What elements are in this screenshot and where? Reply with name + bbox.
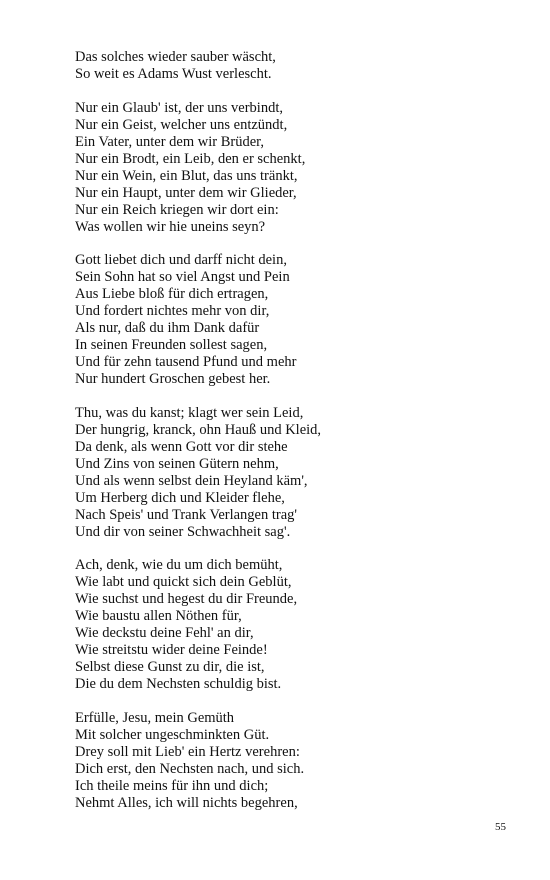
- poem-line: Um Herberg dich und Kleider flehe,: [75, 489, 285, 506]
- poem-line: In seinen Freunden sollest sagen,: [75, 337, 268, 353]
- poem-line: Ich theile meins für ihn und dich;: [75, 777, 269, 794]
- poem-line: Mit solcher ungeschminkten Güt.: [75, 726, 270, 743]
- poem-line: Thu, was du kanst; klagt wer sein Leid,: [75, 404, 304, 421]
- poem-line: Der hungrig, kranck, ohn Hauß und Kleid,: [75, 421, 322, 438]
- poem-line: Da denk, als wenn Gott vor dir stehe: [75, 438, 288, 455]
- poem-line: Und fordert nichtes mehr von dir,: [75, 303, 270, 319]
- poem-line: Und Zins von seinen Gütern nehm,: [75, 455, 279, 472]
- poem-line: Die du dem Nechsten schuldig bist.: [75, 676, 282, 692]
- poem-line: Wie suchst und hegest du dir Freunde,: [75, 591, 298, 607]
- stanza-3: [75, 252, 515, 388]
- poem-line: Selbst diese Gunst zu dir, die ist,: [75, 659, 265, 675]
- poem-line: Als nur, daß du ihm Dank dafür: [75, 320, 260, 336]
- page-number: 55: [495, 821, 506, 833]
- stanza-5: [75, 557, 515, 693]
- poem-line: Sein Sohn hat so viel Angst und Pein: [75, 269, 290, 285]
- poem-line: Ach, denk, wie du um dich bemüht,: [75, 557, 283, 573]
- poem-line: Nehmt Alles, ich will nichts begehren,: [75, 794, 298, 811]
- poem-line: Das solches wieder sauber wäscht,: [75, 49, 276, 65]
- poem-line: Wie baustu allen Nöthen für,: [75, 608, 242, 624]
- poem-line: Und als wenn selbst dein Heyland käm',: [75, 472, 308, 489]
- poem-line: Nur ein Glaub' ist, der uns verbindt,: [75, 99, 283, 116]
- poem-text: [75, 49, 515, 828]
- poem-line: Gott liebet dich und darff nicht dein,: [75, 252, 287, 268]
- poem-line: Und dir von seiner Schwachheit sag'.: [75, 523, 291, 540]
- poem-line: Erfülle, Jesu, mein Gemüth: [75, 709, 235, 726]
- poem-line: Wie streitstu wider deine Feinde!: [75, 642, 268, 658]
- poem-line: Nur ein Wein, ein Blut, das uns tränkt,: [75, 167, 298, 184]
- poem-line: Ein Vater, unter dem wir Brüder,: [75, 133, 265, 150]
- poem-line: So weit es Adams Wust verlescht.: [75, 66, 272, 82]
- poem-line: Aus Liebe bloß für dich ertragen,: [75, 286, 269, 302]
- poem-line: Nur hundert Groschen gebest her.: [75, 371, 271, 387]
- poem-line: Nach Speis' und Trank Verlangen trag': [75, 506, 298, 523]
- poem-line: Wie labt und quickt sich dein Geblüt,: [75, 574, 292, 590]
- poem-line: Wie deckstu deine Fehl' an dir,: [75, 625, 254, 641]
- stanza-1: [75, 49, 515, 83]
- poem-line: Was wollen wir hie uneins seyn?: [75, 218, 266, 235]
- poem-line: Und für zehn tausend Pfund und mehr: [75, 354, 297, 370]
- stanza-2: [75, 100, 515, 236]
- poem-line: Nur ein Brodt, ein Leib, den er schenkt,: [75, 150, 306, 167]
- stanza-6: [75, 710, 515, 812]
- poem-line: Drey soll mit Lieb' ein Hertz verehren:: [75, 743, 300, 760]
- poem-line: Nur ein Haupt, unter dem wir Glieder,: [75, 184, 297, 201]
- poem-line: Nur ein Geist, welcher uns entzündt,: [75, 116, 288, 133]
- stanza-4: [75, 405, 515, 541]
- poem-line: Nur ein Reich kriegen wir dort ein:: [75, 201, 279, 218]
- poem-line: Dich erst, den Nechsten nach, und sich.: [75, 760, 305, 777]
